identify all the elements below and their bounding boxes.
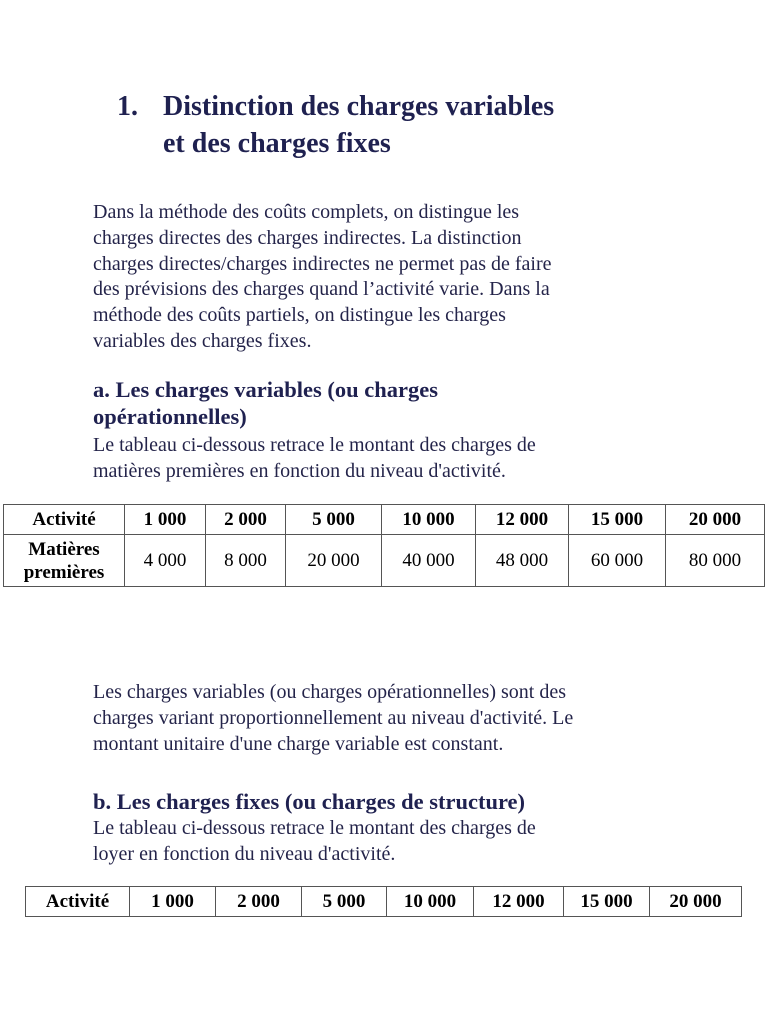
value-cell: 20 000 xyxy=(286,535,382,587)
conclusion-line: charges variant proportionnellement au niveau d'activité. Le xyxy=(93,706,574,729)
section-heading xyxy=(117,88,677,162)
header-cell: 5 000 xyxy=(286,505,382,535)
variable-charges-conclusion xyxy=(93,680,713,757)
section-number: 1. xyxy=(117,91,138,122)
description-line: loyer en fonction du niveau d'activité. xyxy=(93,842,396,865)
value-cell: 8 000 xyxy=(206,535,286,587)
intro-line: Dans la méthode des coûts complets, on distingue les xyxy=(93,201,520,223)
header-cell: 15 000 xyxy=(564,887,650,917)
header-label-cell: Activité xyxy=(26,887,130,917)
header-cell: 12 000 xyxy=(474,887,564,917)
subheading-variable-charges xyxy=(93,376,713,430)
header-label-cell: Activité xyxy=(4,505,125,535)
subheading-line-2: opérationnelles) xyxy=(93,404,247,429)
header-cell: 1 000 xyxy=(130,887,216,917)
intro-line: charges directes/charges indirectes ne permet pas de faire xyxy=(93,252,552,275)
conclusion-line: Les charges variables (ou charges opérationnelles) sont des xyxy=(93,681,566,703)
section-title-line-1: Distinction des charges variables xyxy=(163,91,555,122)
header-cell: 10 000 xyxy=(382,505,476,535)
section-title-line-2: et des charges fixes xyxy=(163,128,391,159)
intro-line: charges directes des charges indirectes. La distinction xyxy=(93,226,522,249)
value-cell: 40 000 xyxy=(382,535,476,587)
header-cell: 2 000 xyxy=(216,887,302,917)
variable-table-description xyxy=(93,433,713,485)
header-cell: 20 000 xyxy=(666,505,765,535)
header-cell: 2 000 xyxy=(206,505,286,535)
value-cell: 60 000 xyxy=(569,535,666,587)
conclusion-line: montant unitaire d'une charge variable est constant. xyxy=(93,732,504,755)
value-cell: 48 000 xyxy=(476,535,569,587)
header-cell: 1 000 xyxy=(125,505,206,535)
raw-materials-table xyxy=(3,504,765,587)
subheading-fixed-charges: b. Les charges fixes (ou charges de structure) xyxy=(93,789,526,814)
intro-line: méthode des coûts partiels, on distingue les charges xyxy=(93,304,506,327)
section-title xyxy=(163,88,677,162)
subheading-line-1: a. Les charges variables (ou charges xyxy=(93,377,438,402)
row-label-cell xyxy=(4,535,125,587)
intro-line: variables des charges fixes. xyxy=(93,329,312,352)
row-label-line-1: Matières xyxy=(28,538,100,560)
fixed-table-description xyxy=(93,816,713,868)
header-cell: 15 000 xyxy=(569,505,666,535)
header-cell: 10 000 xyxy=(387,887,474,917)
description-line: matières premières en fonction du niveau d'activité. xyxy=(93,459,506,482)
header-cell: 5 000 xyxy=(302,887,387,917)
intro-paragraph xyxy=(93,200,713,355)
table-row xyxy=(4,535,765,587)
table-header-row xyxy=(4,505,765,535)
description-line: Le tableau ci-dessous retrace le montant des charges de xyxy=(93,434,536,456)
description-line: Le tableau ci-dessous retrace le montant des charges de xyxy=(93,817,536,839)
header-cell: 12 000 xyxy=(476,505,569,535)
intro-line: des prévisions des charges quand l’activité varie. Dans la xyxy=(93,278,550,301)
header-cell: 20 000 xyxy=(650,887,742,917)
table-header-row xyxy=(26,887,742,917)
value-cell: 80 000 xyxy=(666,535,765,587)
row-label-line-2: premières xyxy=(23,561,105,583)
value-cell: 4 000 xyxy=(125,535,206,587)
rent-table xyxy=(25,886,742,917)
